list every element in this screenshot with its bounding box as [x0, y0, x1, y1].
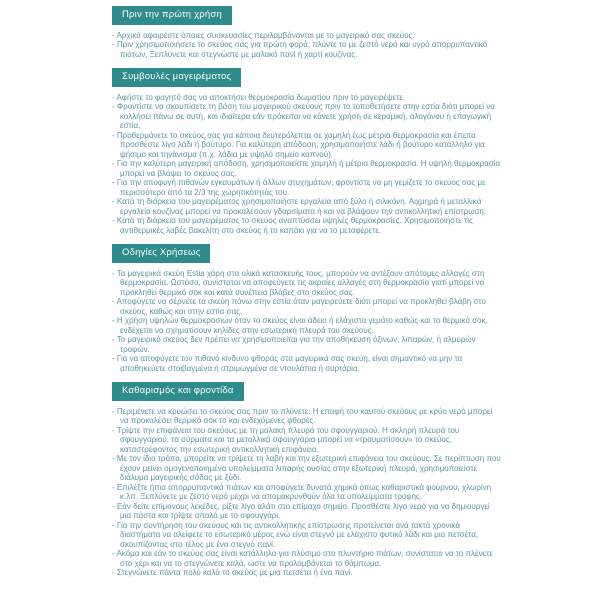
bullet-item: - Τα μαγειρικά σκεύη Estia χάρη στα υλικά κατασκευής τους, μπορούν να αντέξουν απότομες αλλαγές στη θερμοκρασία. Ωστόσο, συνίσταται να αποφεύγετε τις ακραίες αλλαγές στη θερμοκρασία γιατί μπορεί να προκληθεί θερμικό σοκ και κατά συνέπεια βλάβες στο σκεύος σας.: [112, 269, 502, 298]
bullet-item: - Με τον ίδιο τρόπο, μπορείτε να τρίψετε τη λαβή και την εξωτερική επιφάνεια του σκεύους. Σε περίπτωση που έχουν μείνει ομογενοποιημένα υπολείμματα λιπαρής ουσίας στην εξωτερική πλευρά, χρησιμοποιείστε διάλυμα μαγειρικής σόδας με ξύδι.: [112, 454, 502, 483]
bullet-list: [112, 269, 502, 374]
bullet-item: - Εάν δείτε επίμονους λεκέδες, ρίξτε λίγο αλάτι στο επίμαχο σημείο. Προσθέστε λίγο νερό για να δημιουργεί μια πάστα και τρίψτε απαλά με το σφουγγάρι.: [112, 502, 502, 521]
sections: [112, 4, 582, 578]
instruction-section: [112, 4, 582, 59]
bullet-list: [112, 31, 502, 60]
bullet-list: [112, 407, 502, 578]
bullet-item: - Κατά τη διάρκεια του μαγειρέματος το σκεύος αναπτύσσει υψηλές θερμοκρασίες. Χρησιμοποιήστε τις αντιθερμικές λαβές βακελίτη στο σκεύος ή το καπάκι για να το μεταφέρετε.: [112, 216, 502, 235]
section-header-badge: Οδηγίες Χρήσεως: [112, 244, 210, 263]
bullet-item: - Για να αποφύγετε τον πιθανό κίνδυνο φθοράς στα μαγειρικά σας σκεύη, είναι σημαντικό να μην τα αποθηκεύετε στοιβαγμένα ή στριμωγμένα σε ντουλάπια ή συρτάρια.: [112, 354, 502, 373]
bullet-item: - Αρχικά αφαιρέστε όποιες συσκευασίες περιλαμβάνονται με το μαγειρικό σας σκεύος.: [112, 31, 502, 41]
bullet-item: - Πριν χρησιμοποιήσετε το σκεύος σας για πρώτη φορά, πλύντε το με ζεστό νερό και υγρό απορρυπαντικό πιάτων, Ξεπλύνετε και στεγνώστε με μαλακό πανί ή χαρτί κουζίνας.: [112, 40, 502, 59]
bullet-item: - Στεγνώνετε πάντα πολύ καλά το σκεύος με μια πετσέτα ή ένα πανί.: [112, 568, 502, 578]
instruction-section: [112, 242, 582, 373]
bullet-item: - Κατά τη διάρκεια του μαγειρέματος χρησιμοποιήστε εργαλεία από ξύλο ή σιλικόνη. Αιχμηρά ή μεταλλικά εργαλεία κουζίνας μπορεί να προκαλέσουν γδαρσίματα ή και να βλάψουν την αντικολλητική επίστρωση.: [112, 197, 502, 216]
section-header-badge: Συμβουλές μαγειρέματος: [112, 68, 241, 87]
bullet-list: [112, 93, 502, 236]
instruction-section: [112, 66, 582, 235]
bullet-item: - Φροντίστε να σκουπίσετε τη βάση του μαγειρικού σκεύους πριν το τοποθετήσετε στην εστία διότι μπορεί να κολλήσει πάνω σε αυτή, και ιδιαίτερα εάν πρόκειται να κάνετε χρήση σε κεραμική, αλογόνου ή επαγωγική εστία.: [112, 102, 502, 131]
bullet-item: - Για την αποφυγή πιθανών εγκαυμάτων ή άλλων ατυχημάτων, φροντίστε να μη γεμίζετε το σκεύος σας με περισσότερο από τα 2/3 της χωρητικότητάς του.: [112, 178, 502, 197]
instruction-section: [112, 380, 582, 578]
bullet-item: - Ακόμα και εάν το σκεύος σας είναι κατάλληλα για πλύσιμο στο πλυντήριο πιάτων, συνίσταται να το πλένετε στο χέρι και να το στεγνώνετε καλά, ώστε να προλαμβάνεται το θάμπωμα.: [112, 549, 502, 568]
bullet-item: - Προθερμάνετε το σκεύος σας για κάποια δευτερόλεπτα σε χαμηλή έως μέτρια θερμοκρασία και έπειτα προσθέστε λίγο λάδι ή βούτυρο. Για καλύτερη απόδοση, χρησιμοποιήστε λάδι ή βούτυρο κατάλληλο για ψήσιμο και τηγάνισμα (π.χ. λάδια με υψηλό σημείο καπνού).: [112, 131, 502, 160]
bullet-item: - Για την καλύτερη μαγειρική απόδοση, χρησιμοποιείστε χαμηλή ή μέτρια θερμοκρασία. Η υψηλή θερμοκρασία μπορεί να βλάψει το σκεύος σας.: [112, 159, 502, 178]
bullet-item: - Επιλέξτε ήπια απορρυπαντικά πιάτων και αποφύγετε δυνατά χημικά όπως καθαριστικά φούρνου, χλωρίνη κ.λπ. Ξεπλύνετε με ζεστό νερό μέχρι να απομακρυνθούν όλα τα υπολείμματα τροφής.: [112, 483, 502, 502]
bullet-item: - Η χρήση υψηλών θερμοκρασιών όταν το σκεύος είναι άδειο ή ελάχιστα γεμάτο καθώς και το θερμικό σοκ, ενδέχεται να σχηματίσουν κηλίδες στην εσωτερική πλευρά του σκεύους.: [112, 316, 502, 335]
bullet-item: - Το μαγειρικό σκεύος δεν πρέπει να χρησιμοποιείται για την αποθήκευση όξινων, λιπαρών, ή αλμυρών τροφών.: [112, 335, 502, 354]
section-header-badge: Πριν την πρώτη χρήση: [112, 6, 232, 25]
bullet-item: - Τρίψτε την επιφάνεια του σκεύους με τη μαλακή πλευρά του σφουγγαριού. Η σκληρή πλευρά του σφουγγαριού, τα σύρματα και τα μεταλλικά σφουγγάρια μπορεί να «τραυματίσουν» το σκεύος, καταστρέφοντας την εσωτερική αντικολλητική επιφάνεια.: [112, 426, 502, 455]
bullet-item: - Αφήστε το φαγητό σας να αποκτήσει θερμοκρασία δωματίου πριν το μαγειρέψετε.: [112, 93, 502, 103]
bullet-item: - Περιμένετε να κρυώσει το σκεύος σας πριν το πλύνετε. Η επαφή του καυτού σκεύους με κρύο νερό μπορεί να προκαλέσει θερμικό σοκ το και ενδεχόμενες φθορές.: [112, 407, 502, 426]
bullet-item: - Για την συντήρηση του σκεύους και τις αντικολλητικής επίστρωσης προτείνεται ανά τακτά χρονικά διαστήματα να αλείφετε το εσωτερικό μέρος ενώ είναι στεγνό με ελάχιστο φυτικό λάδι και μια πετσέτα, σκουπίζοντας στο τέλος με ένα στεγνό πανί.: [112, 521, 502, 550]
bullet-item: - Αποφύγετε να σέρνετε τα σκεύη πάνω στην εστία όταν μαγειρεύετε διότι μπορεί να προκληθεί βλάβη στο σκεύος, καθώς και στην εστία σας.: [112, 297, 502, 316]
section-header-badge: Καθαρισμός και φροντίδα: [112, 382, 244, 401]
